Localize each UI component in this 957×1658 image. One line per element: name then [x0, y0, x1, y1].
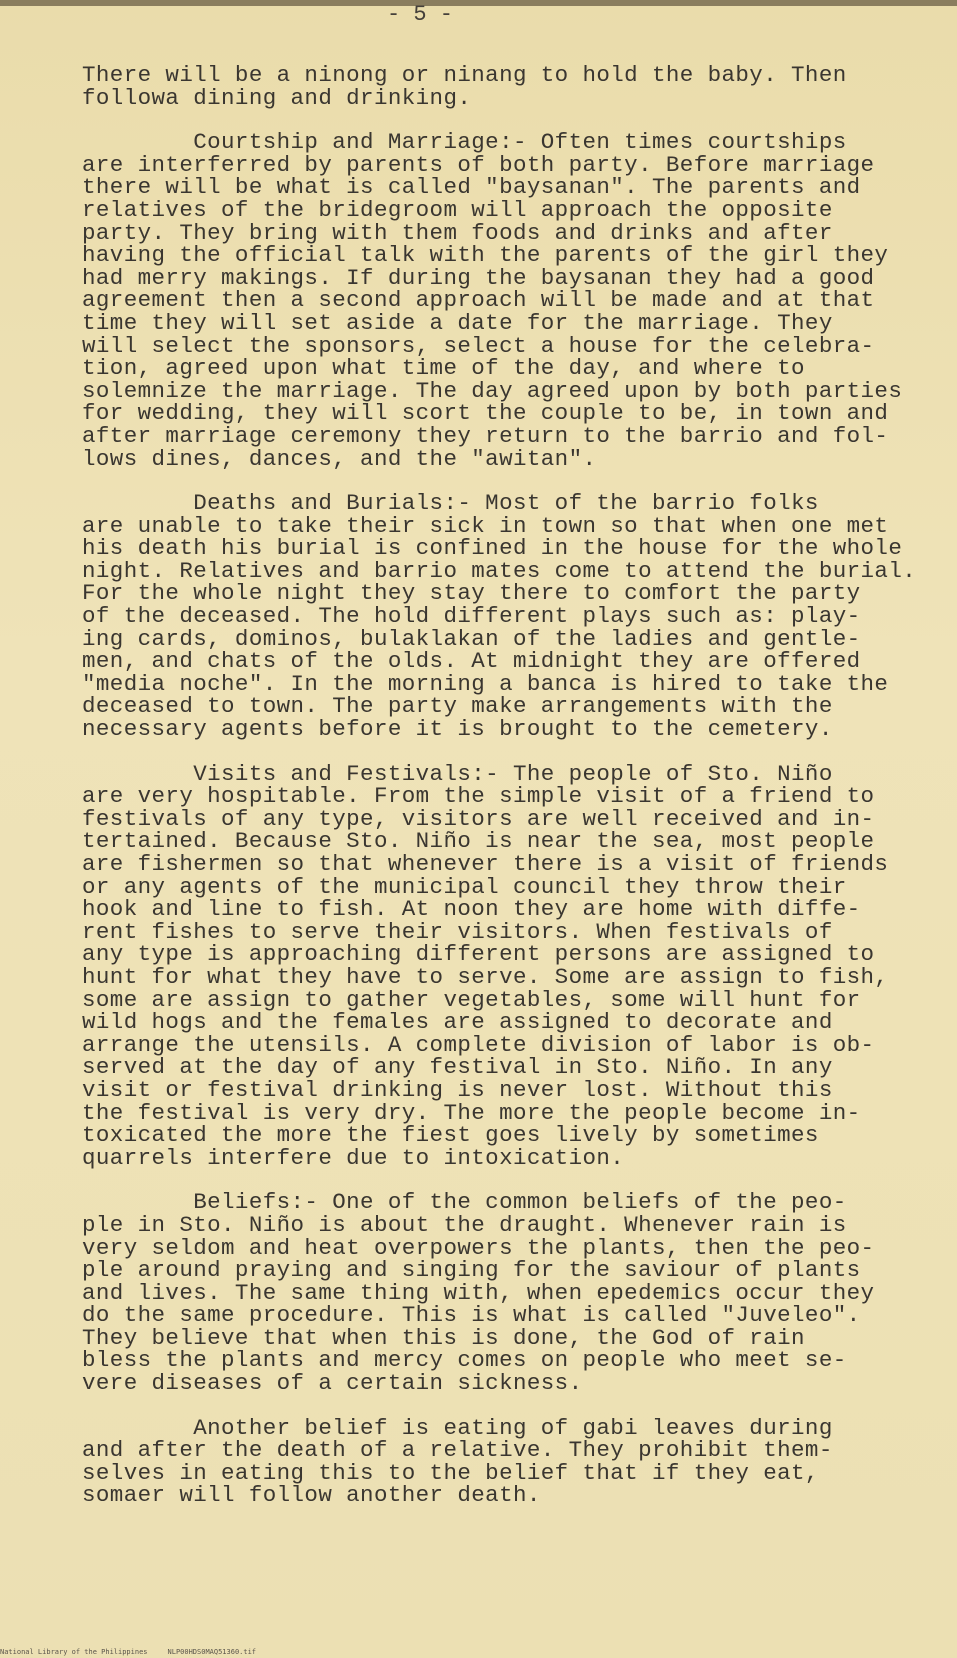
text-line: after marriage ceremony they return to the barrio and fol-	[82, 422, 889, 449]
text-line: followa dining and drinking.	[82, 84, 472, 111]
paragraph-deaths-burials	[82, 492, 922, 741]
text-line: there will be what is called "baysanan". The parents and	[82, 174, 861, 201]
file-name: NLP00HDS0MAQ51360.tif	[167, 1648, 257, 1656]
text-line: Another belief is eating of gabi leaves during	[82, 1414, 833, 1441]
text-line: time they will set aside a date for the marriage. They	[82, 309, 833, 336]
text-line: men, and chats of the olds. At midnight they are offered	[82, 648, 861, 675]
text-line: festivals of any type, visitors are well received and in-	[82, 805, 875, 832]
text-line: or any agents of the municipal council they throw their	[82, 873, 847, 900]
text-line: Courtship and Marriage:- Often times courtships	[82, 129, 847, 156]
text-line: tion, agreed upon what time of the day, and where to	[82, 355, 805, 382]
text-line: solemnize the marriage. The day agreed upon by both parties	[82, 377, 903, 404]
text-line: Beliefs:- One of the common beliefs of the peo-	[82, 1189, 847, 1216]
text-line: deceased to town. The party make arrangements with the	[82, 693, 833, 720]
text-line: vere diseases of a certain sickness.	[82, 1370, 583, 1397]
text-line: some are assign to gather vegetables, some will hunt for	[82, 986, 861, 1013]
paragraph-courtship-marriage	[82, 131, 922, 470]
paragraph-another-belief	[82, 1414, 922, 1509]
text-line: for wedding, they will scort the couple to be, in town and	[82, 400, 889, 427]
text-line: visit or festival drinking is never lost. Without this	[82, 1076, 833, 1103]
document-body	[82, 64, 922, 1529]
text-line: very seldom and heat overpowers the plants, then the peo-	[82, 1234, 875, 1261]
page-number: - 5 -	[386, 2, 453, 27]
text-line: relatives of the bridegroom will approach the opposite	[82, 196, 833, 223]
text-line: lows dines, dances, and the "awitan".	[82, 445, 597, 472]
text-line: quarrels interfere due to intoxication.	[82, 1144, 625, 1171]
text-line: toxicated the more the fiest goes lively by sometimes	[82, 1122, 819, 1149]
text-line: the festival is very dry. The more the people become in-	[82, 1099, 861, 1126]
text-line: of the deceased. The hold different plays such as: play-	[82, 603, 861, 630]
text-line: There will be a ninong or ninang to hold the baby. Then	[82, 62, 847, 88]
text-line: necessary agents before it is brought to the cemetery.	[82, 716, 833, 743]
text-line: ple around praying and singing for the saviour of plants	[82, 1257, 861, 1284]
text-line: agreement then a second approach will be made and at that	[82, 287, 875, 314]
text-line: had merry makings. If during the baysanan they had a good	[82, 264, 875, 291]
scan-footer	[0, 1648, 957, 1656]
text-line: ing cards, dominos, bulaklakan of the ladies and gentle-	[82, 625, 861, 652]
text-line: "media noche". In the morning a banca is hired to take the	[82, 670, 889, 697]
text-line: night. Relatives and barrio mates come to attend the burial.	[82, 557, 917, 584]
text-line: having the official talk with the parents of the girl they	[82, 242, 889, 269]
text-line: Deaths and Burials:- Most of the barrio folks	[82, 490, 819, 517]
paragraph-beliefs	[82, 1189, 922, 1397]
text-line: any type is approaching different persons are assigned to	[82, 941, 875, 968]
text-line: and after the death of a relative. They prohibit them-	[82, 1437, 833, 1464]
paragraph-visits-festivals	[82, 760, 922, 1171]
text-line: are interferred by parents of both party. Before marriage	[82, 151, 875, 178]
text-line: For the whole night they stay there to comfort the party	[82, 580, 861, 607]
text-line: Visits and Festivals:- The people of Sto. Niño	[82, 760, 833, 787]
text-line: served at the day of any festival in Sto. Niño. In any	[82, 1054, 833, 1081]
text-line: are very hospitable. From the simple visit of a friend to	[82, 783, 875, 810]
paragraph-intro	[82, 64, 922, 109]
text-line: wild hogs and the females are assigned to decorate and	[82, 1009, 833, 1036]
text-line: rent fishes to serve their visitors. When festivals of	[82, 918, 833, 945]
text-line: party. They bring with them foods and drinks and after	[82, 219, 833, 246]
text-line: and lives. The same thing with, when epedemics occur they	[82, 1279, 875, 1306]
text-line: arrange the utensils. A complete division of labor is ob-	[82, 1031, 875, 1058]
text-line: his death his burial is confined in the house for the whole	[82, 535, 903, 562]
text-line: somaer will follow another death.	[82, 1482, 541, 1509]
text-line: bless the plants and mercy comes on people who meet se-	[82, 1347, 847, 1374]
text-line: hunt for what they have to serve. Some are assign to fish,	[82, 963, 889, 990]
text-line: are fishermen so that whenever there is a visit of friends	[82, 851, 889, 877]
text-line: will select the sponsors, select a house for the celebra-	[82, 332, 875, 359]
text-line: selves in eating this to the belief that if they eat,	[82, 1459, 819, 1486]
text-line: ple in Sto. Niño is about the draught. Whenever rain is	[82, 1211, 847, 1238]
text-line: hook and line to fish. At noon they are home with diffe-	[82, 896, 861, 923]
scan-top-edge	[0, 0, 957, 6]
text-line: do the same procedure. This is what is called "Juveleo".	[82, 1302, 861, 1329]
text-line: tertained. Because Sto. Niño is near the sea, most people	[82, 828, 875, 855]
library-credit: National Library of the Philippines	[0, 1648, 148, 1656]
text-line: They believe that when this is done, the God of rain	[82, 1324, 805, 1351]
text-line: are unable to take their sick in town so that when one met	[82, 512, 889, 539]
